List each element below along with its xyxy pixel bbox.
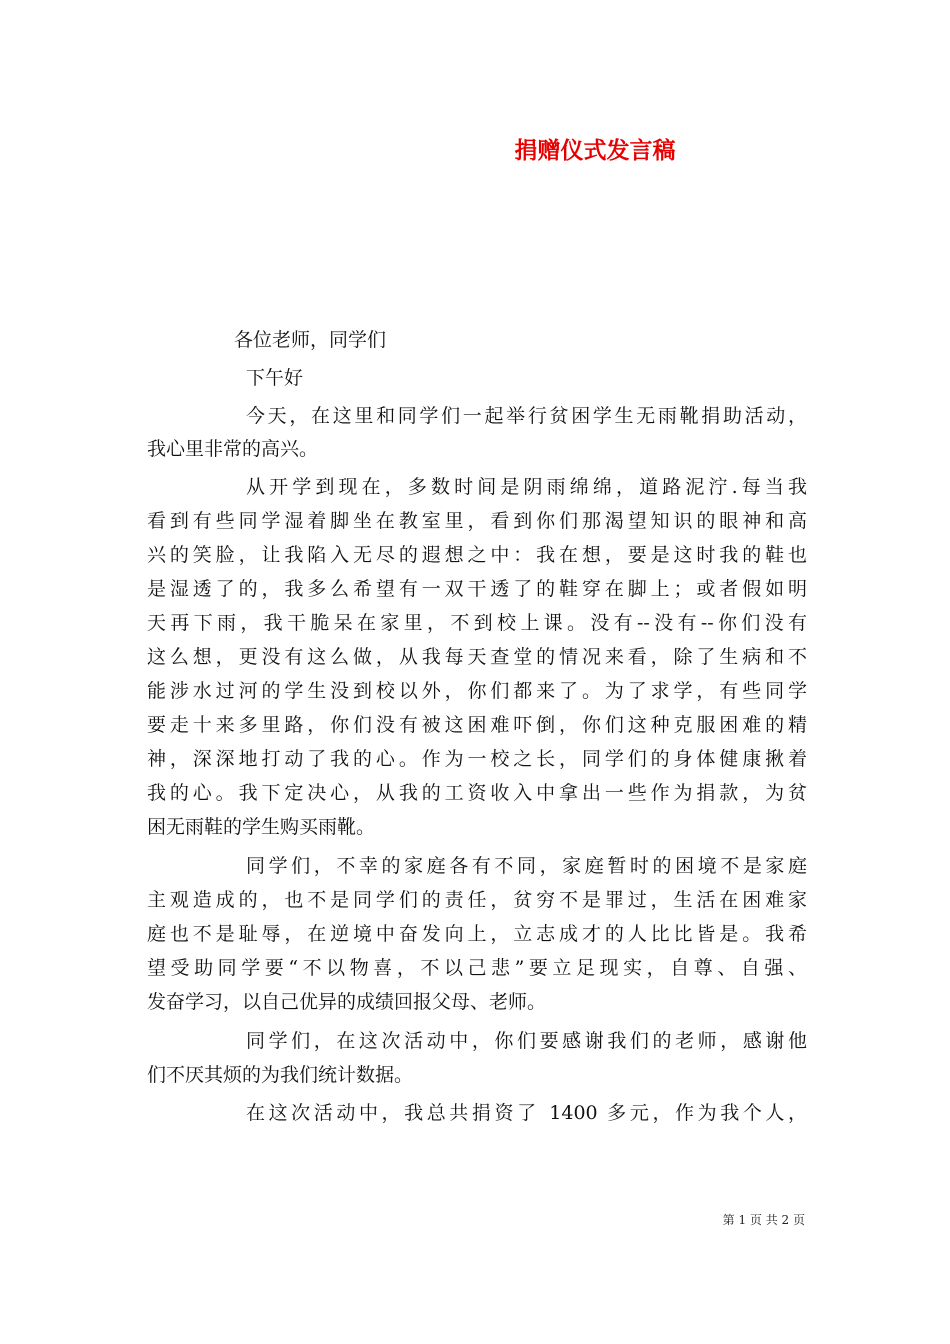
- salutation: 各位老师，同学们: [234, 329, 387, 351]
- paragraph-line: 同学们，在这次活动中，你们要感谢我们的老师，感谢他: [246, 1030, 807, 1052]
- paragraph-line: 能涉水过河的学生没到校以外，你们都来了。为了求学，有些同学: [147, 680, 807, 702]
- paragraph-line: 今天，在这里和同学们一起举行贫困学生无雨靴捐助活动，: [246, 405, 807, 427]
- paragraph-line: 兴的笑脸，让我陷入无尽的遐想之中：我在想，要是这时我的鞋也: [147, 544, 807, 566]
- paragraph-line: 望受助同学要“不以物喜，不以己悲”要立足现实，自尊、自强、: [147, 957, 807, 979]
- paragraph-line: 主观造成的，也不是同学们的责任，贫穷不是罪过，生活在困难家: [147, 889, 807, 911]
- greeting: 下午好: [246, 367, 304, 389]
- paragraph-line: 困无雨鞋的学生购买雨靴。: [147, 816, 376, 838]
- paragraph-line: 我的心。我下定决心，从我的工资收入中拿出一些作为捐款，为贫: [147, 782, 807, 804]
- paragraph-line: 这么想，更没有这么做，从我每天查堂的情况来看，除了生病和不: [147, 646, 807, 668]
- paragraph-line: 神，深深地打动了我的心。作为一校之长，同学们的身体健康揪着: [147, 748, 807, 770]
- paragraph-line: 要走十来多里路，你们没有被这困难吓倒，你们这种克服困难的精: [147, 714, 807, 736]
- paragraph-line: 们不厌其烦的为我们统计数据。: [147, 1064, 414, 1086]
- paragraph-line: 发奋学习，以自己优异的成绩回报父母、老师。: [147, 991, 547, 1013]
- paragraph-line: 从开学到现在，多数时间是阴雨绵绵，道路泥泞.每当我: [246, 476, 807, 498]
- paragraph-line: 同学们，不幸的家庭各有不同，家庭暂时的困境不是家庭: [246, 855, 807, 877]
- paragraph-line: 在这次活动中，我总共捐资了 1400 多元，作为我个人，: [246, 1102, 807, 1124]
- paragraph-line: 看到有些同学湿着脚坐在教室里，看到你们那渴望知识的眼神和高: [147, 510, 807, 532]
- paragraph-line: 天再下雨，我干脆呆在家里，不到校上课。没有--没有--你们没有: [147, 612, 807, 634]
- paragraph-line: 庭也不是耻辱，在逆境中奋发向上，立志成才的人比比皆是。我希: [147, 923, 807, 945]
- document-title: 捐赠仪式发言稿: [514, 137, 676, 164]
- paragraph-line: 我心里非常的高兴。: [147, 438, 319, 460]
- paragraph-line: 是湿透了的，我多么希望有一双干透了的鞋穿在脚上；或者假如明: [147, 578, 807, 600]
- page-footer: 第 1 页 共 2 页: [722, 1213, 805, 1227]
